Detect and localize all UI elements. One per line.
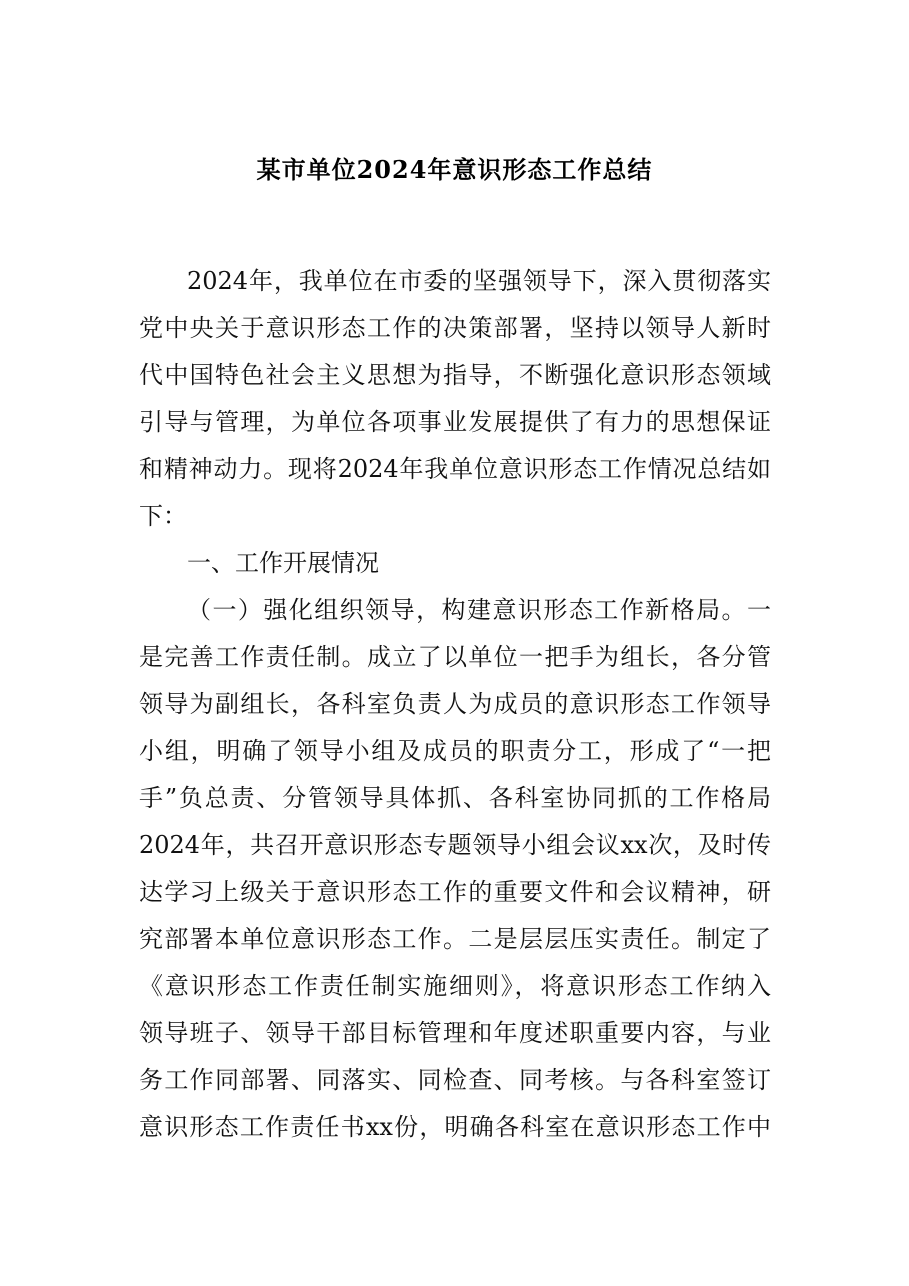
paragraph-line: 小组，明确了领导小组及成员的职责分工，形成了“一把	[139, 737, 771, 765]
document-body	[139, 258, 771, 1151]
paragraph-line: 手”负总责、分管领导具体抓、各科室协同抓的工作格局	[139, 784, 771, 812]
paragraph-line: 达学习上级关于意识形态工作的重要文件和会议精神，研	[139, 878, 771, 906]
paragraph-line: 代中国特色社会主义思想为指导，不断强化意识形态领域	[139, 361, 771, 389]
paragraph-line: 务工作同部署、同落实、同检查、同考核。与各科室签订	[139, 1066, 771, 1094]
paragraph-line: 是完善工作责任制。成立了以单位一把手为组长，各分管	[139, 643, 771, 671]
paragraph-line: 领导为副组长，各科室负责人为成员的意识形态工作领导	[139, 690, 771, 718]
document-title: 某市单位2024年意识形态工作总结	[256, 155, 653, 184]
paragraph-line: 2024年，共召开意识形态专题领导小组会议xx次，及时传	[139, 831, 771, 859]
paragraph-line: 下：	[139, 502, 187, 530]
paragraph-line: 引导与管理，为单位各项事业发展提供了有力的思想保证	[139, 408, 771, 436]
paragraph-line: 究部署本单位意识形态工作。二是层层压实责任。制定了	[139, 925, 771, 953]
paragraph-line: 党中央关于意识形态工作的决策部署，坚持以领导人新时	[139, 314, 771, 342]
paragraph-line: 和精神动力。现将2024年我单位意识形态工作情况总结如	[139, 455, 771, 483]
paragraph-line: 《意识形态工作责任制实施细则》，将意识形态工作纳入	[139, 972, 771, 1000]
section-heading: 一、工作开展情况	[187, 549, 379, 577]
paragraph-line: 领导班子、领导干部目标管理和年度述职重要内容，与业	[139, 1019, 771, 1047]
paragraph-line: 意识形态工作责任书xx份，明确各科室在意识形态工作中	[139, 1113, 771, 1141]
paragraph-line: 2024年，我单位在市委的坚强领导下，深入贯彻落实	[187, 267, 771, 295]
paragraph-line: （一）强化组织领导，构建意识形态工作新格局。一	[187, 596, 771, 624]
